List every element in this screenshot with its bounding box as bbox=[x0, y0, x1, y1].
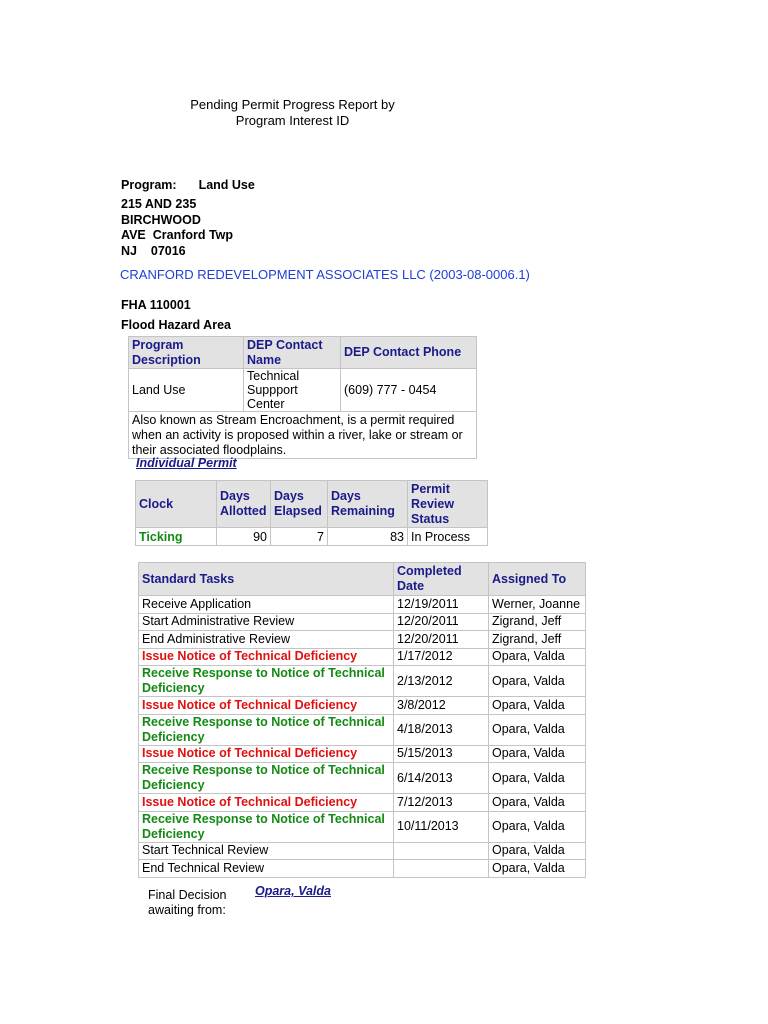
table-row bbox=[139, 763, 586, 794]
review-status: In Process bbox=[408, 528, 488, 546]
final-decision-label bbox=[148, 888, 227, 918]
task-assigned-to: Opara, Valda bbox=[489, 842, 586, 860]
task-completed-date: 3/8/2012 bbox=[394, 697, 489, 715]
fha-description: Flood Hazard Area bbox=[121, 318, 231, 332]
program-line bbox=[121, 178, 255, 192]
table-row bbox=[139, 613, 586, 631]
clock-header-clock: Clock bbox=[136, 481, 217, 528]
fha-code: FHA 110001 bbox=[121, 298, 191, 312]
task-assigned-to: Opara, Valda bbox=[489, 745, 586, 763]
clock-header-remaining: Days Remaining bbox=[328, 481, 408, 528]
final-decision-label-line1: Final Decision bbox=[148, 888, 227, 902]
task-completed-date: 6/14/2013 bbox=[394, 763, 489, 794]
task-completed-date bbox=[394, 860, 489, 878]
program-label: Program: bbox=[121, 178, 177, 192]
task-name: Issue Notice of Technical Deficiency bbox=[139, 648, 394, 666]
address-line4: NJ 07016 bbox=[121, 243, 186, 258]
contact-program: Land Use bbox=[129, 369, 244, 412]
report-title-line2: Program Interest ID bbox=[235, 113, 350, 128]
clock-header-status: Permit Review Status bbox=[408, 481, 488, 528]
task-name: Issue Notice of Technical Deficiency bbox=[139, 697, 394, 715]
table-row bbox=[139, 666, 586, 697]
table-row bbox=[139, 648, 586, 666]
task-completed-date: 12/19/2011 bbox=[394, 596, 489, 614]
contact-table bbox=[128, 336, 477, 459]
task-name: End Technical Review bbox=[139, 860, 394, 878]
report-title bbox=[160, 97, 425, 129]
days-elapsed: 7 bbox=[271, 528, 328, 546]
tasks-header-task: Standard Tasks bbox=[139, 563, 394, 596]
task-name: Receive Response to Notice of Technical Deficiency bbox=[139, 714, 394, 745]
table-row bbox=[139, 860, 586, 878]
individual-permit-link[interactable]: Individual Permit bbox=[136, 456, 237, 470]
task-name: Receive Application bbox=[139, 596, 394, 614]
address-line2: BIRCHWOOD bbox=[121, 212, 201, 227]
clock-table bbox=[135, 480, 488, 546]
tasks-header-assigned: Assigned To bbox=[489, 563, 586, 596]
task-assigned-to: Opara, Valda bbox=[489, 763, 586, 794]
task-completed-date: 4/18/2013 bbox=[394, 714, 489, 745]
task-completed-date: 12/20/2011 bbox=[394, 613, 489, 631]
task-completed-date bbox=[394, 842, 489, 860]
task-assigned-to: Zigrand, Jeff bbox=[489, 631, 586, 649]
address-line1: 215 AND 235 bbox=[121, 197, 197, 211]
tasks-header-date: Completed Date bbox=[394, 563, 489, 596]
contact-header-phone: DEP Contact Phone bbox=[341, 337, 477, 369]
table-row bbox=[139, 697, 586, 715]
task-assigned-to: Opara, Valda bbox=[489, 697, 586, 715]
task-completed-date: 1/17/2012 bbox=[394, 648, 489, 666]
contact-header-name: DEP Contact Name bbox=[244, 337, 341, 369]
task-assigned-to: Opara, Valda bbox=[489, 860, 586, 878]
days-allotted: 90 bbox=[217, 528, 271, 546]
address-line3: AVE Cranford Twp bbox=[121, 228, 234, 242]
task-assigned-to: Opara, Valda bbox=[489, 714, 586, 745]
clock-header-elapsed: Days Elapsed bbox=[271, 481, 328, 528]
task-name: Issue Notice of Technical Deficiency bbox=[139, 794, 394, 812]
site-address bbox=[121, 197, 233, 259]
clock-state: Ticking bbox=[136, 528, 217, 546]
report-title-line1: Pending Permit Progress Report by bbox=[190, 97, 395, 112]
task-assigned-to: Opara, Valda bbox=[489, 648, 586, 666]
task-name: Issue Notice of Technical Deficiency bbox=[139, 745, 394, 763]
task-assigned-to: Opara, Valda bbox=[489, 811, 586, 842]
contact-phone: (609) 777 - 0454 bbox=[341, 369, 477, 412]
company-name: CRANFORD REDEVELOPMENT ASSOCIATES LLC (2003-08-0006.1) bbox=[120, 267, 530, 282]
table-row bbox=[139, 714, 586, 745]
contact-header-program: Program Description bbox=[129, 337, 244, 369]
table-row bbox=[139, 596, 586, 614]
program-value: Land Use bbox=[198, 178, 255, 192]
task-completed-date: 2/13/2012 bbox=[394, 666, 489, 697]
task-name: Start Administrative Review bbox=[139, 613, 394, 631]
task-name: Receive Response to Notice of Technical Deficiency bbox=[139, 666, 394, 697]
days-remaining: 83 bbox=[328, 528, 408, 546]
final-decision-assignee[interactable]: Opara, Valda bbox=[255, 884, 331, 898]
table-row bbox=[139, 811, 586, 842]
tasks-table bbox=[138, 562, 586, 878]
clock-header-allotted: Days Allotted bbox=[217, 481, 271, 528]
program-note: Also known as Stream Encroachment, is a permit required when an activity is proposed within a river, lake or stream or their associated floodplains. bbox=[129, 412, 477, 459]
table-row bbox=[139, 631, 586, 649]
task-assigned-to: Opara, Valda bbox=[489, 666, 586, 697]
task-completed-date: 12/20/2011 bbox=[394, 631, 489, 649]
task-assigned-to: Werner, Joanne bbox=[489, 596, 586, 614]
final-decision-label-line2: awaiting from: bbox=[148, 903, 226, 917]
task-completed-date: 5/15/2013 bbox=[394, 745, 489, 763]
table-row bbox=[139, 842, 586, 860]
contact-name: Technical Suppport Center bbox=[244, 369, 341, 412]
task-name: Receive Response to Notice of Technical Deficiency bbox=[139, 811, 394, 842]
table-row bbox=[139, 794, 586, 812]
task-assigned-to: Opara, Valda bbox=[489, 794, 586, 812]
task-name: End Administrative Review bbox=[139, 631, 394, 649]
task-assigned-to: Zigrand, Jeff bbox=[489, 613, 586, 631]
task-name: Receive Response to Notice of Technical Deficiency bbox=[139, 763, 394, 794]
task-completed-date: 10/11/2013 bbox=[394, 811, 489, 842]
table-row bbox=[139, 745, 586, 763]
task-completed-date: 7/12/2013 bbox=[394, 794, 489, 812]
task-name: Start Technical Review bbox=[139, 842, 394, 860]
